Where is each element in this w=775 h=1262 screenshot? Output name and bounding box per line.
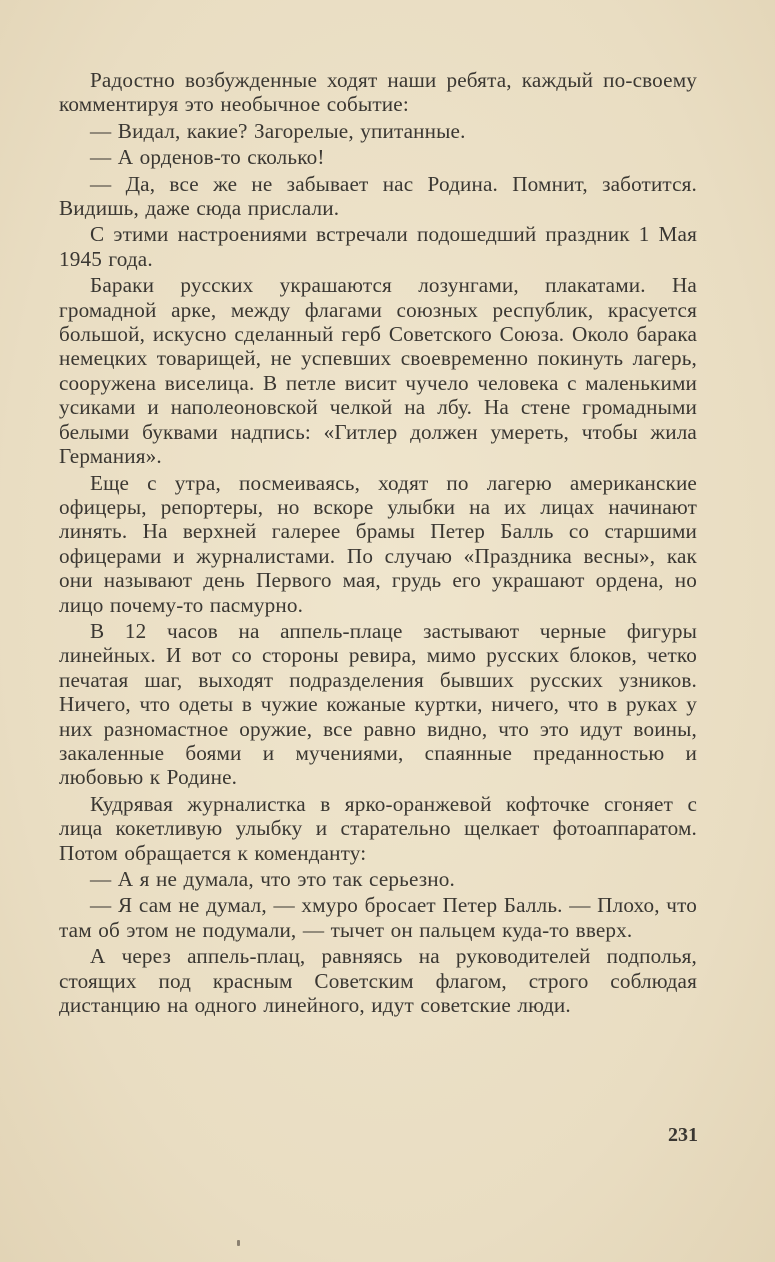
paragraph: — Видал, какие? Загорелые, упитанные. xyxy=(90,118,466,143)
paragraph: — Да, все же не забывает нас Родина. Помнит, заботится. Видишь, даже сюда прислали. xyxy=(59,171,697,221)
paragraph: А через аппель-плац, равняясь на руководителей подполья, стоящих под красным Советским флагом, строго соблюдая дистанцию на одного линейного, идут советские люди. xyxy=(59,944,697,1018)
body-text xyxy=(59,68,697,1019)
paragraph: В 12 часов на аппель-плаце застывают черные фигуры линейных. И вот со стороны ревира, мимо русских блоков, четко печатая шаг, выходят подразделения бывших русских узников. Ничего, что одеты в чужие кожаные куртки, ничего, что в руках у них разномастное оружие, все равно видно, что это идут воины, закаленные боями и мучениями, спаянные преданностью и любовью к Родине. xyxy=(59,618,697,790)
paragraph: Радостно возбужденные ходят наши ребята, каждый по-своему комментируя это необычное событие: xyxy=(59,68,697,117)
page-number: 231 xyxy=(668,1124,698,1146)
paragraph: Кудрявая журналистка в ярко-оранжевой кофточке сгоняет с лица кокетливую улыбку и старательно щелкает фотоаппаратом. Потом обращается к коменданту: xyxy=(59,791,697,865)
paragraph: С этими настроениями встречали подошедший праздник 1 Мая 1945 года. xyxy=(59,222,697,271)
paragraph: Еще с утра, посмеиваясь, ходят по лагерю американские офицеры, репортеры, но вскоре улыбки на их лицах начинают линять. На верхней галерее брамы Петер Балль со старшими офицерами и журналистами. По случаю «Праздника весны», как они называют день Первого мая, грудь его украшают ордена, но лицо почему-то пасмурно. xyxy=(59,470,697,617)
paragraph: Бараки русских украшаются лозунгами, плакатами. На громадной арке, между флагами союзных республик, красуется большой, искусно сделанный герб Советского Союза. Около барака немецких товарищей, не успевших своевременно покинуть лагерь, сооружена виселица. В петле висит чучело человека с маленькими усиками и наполеоновской челкой на лбу. На стене громадными белыми буквами надпись: «Гитлер должен умереть, чтобы жила Германия». xyxy=(59,273,697,469)
paragraph: — А я не думала, что это так серьезно. xyxy=(90,867,455,891)
paragraph: — Я сам не думал, — хмуро бросает Петер Балль. — Плохо, что там об этом не подумали, — тычет он пальцем куда-то вверх. xyxy=(59,893,697,942)
print-speck xyxy=(237,1240,240,1246)
paragraph: — А орденов-то сколько! xyxy=(90,145,325,170)
